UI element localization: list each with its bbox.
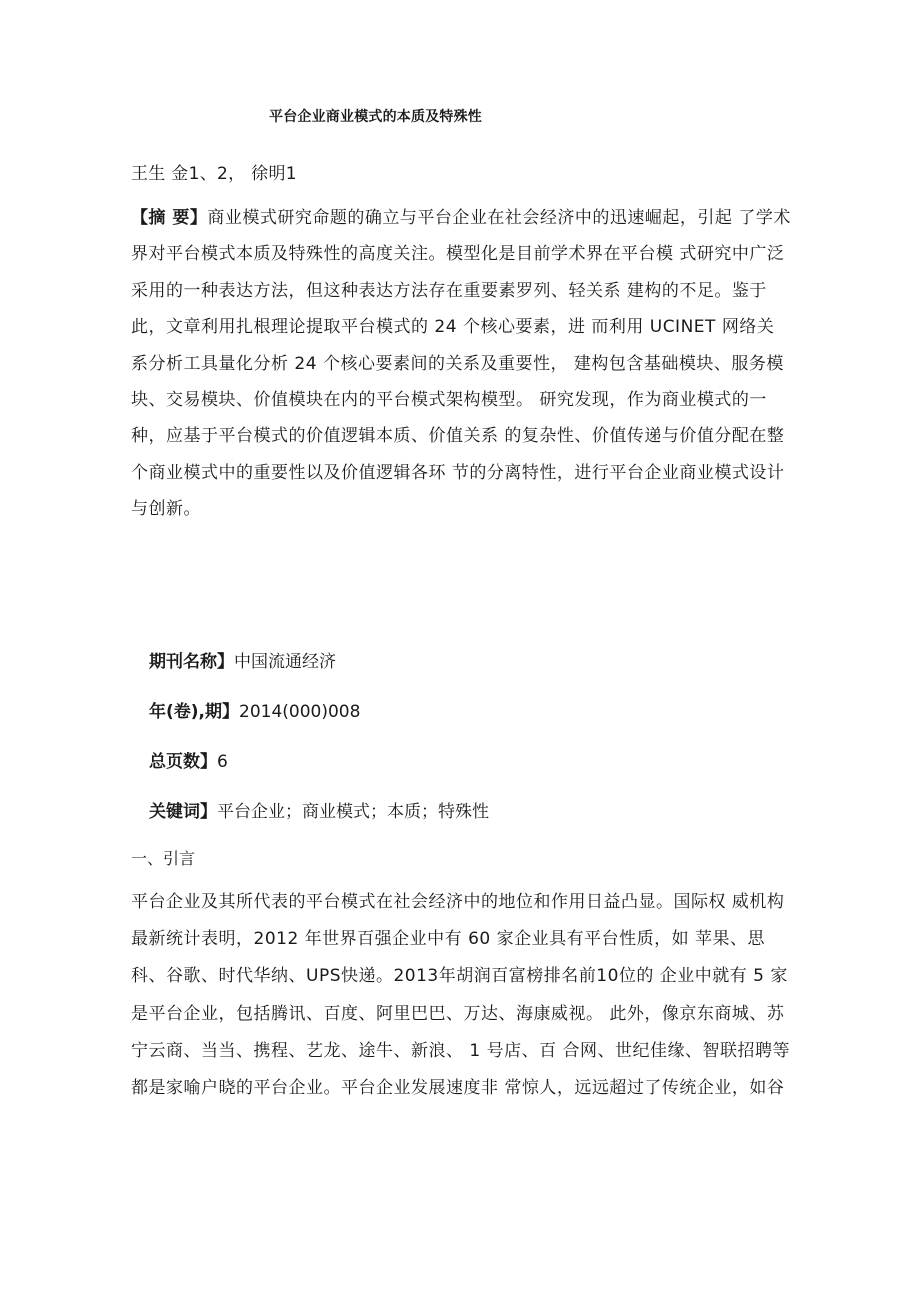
year-volume-issue-value: 2014(000)008 [239, 702, 361, 722]
total-pages-value: 6 [217, 752, 228, 772]
keywords-value: 平台企业；商业模式；本质；特殊性 [217, 802, 489, 822]
total-pages-label: 总页数】 [149, 752, 217, 772]
keywords-field [149, 797, 489, 822]
journal-name-value: 中国流通经济 [234, 652, 336, 672]
journal-name-label: 期刊名称】 [149, 652, 234, 672]
introduction-paragraph: 平台企业及其所代表的平台模式在社会经济中的地位和作用日益凸显。国际权 威机构最新统计表明，2012 年世界百强企业中有 60 家企业具有平台性质，如 苹果、思科、谷歌、时代华纳、UPS快递。2013年胡润百富榜排名前10位的 企业中就有 5 家是平台企业，包括腾讯、百度、阿里巴巴、万达、海康威视。 此外，像京东商城、苏宁云商、当当、携程、艺龙、途牛、新浪、 1 号店、百 合网、世纪佳缘、智联招聘等都是家喻户晓的平台企业。平台企业发展速度非 常惊人，远远超过了传统企业，如谷 [131, 892, 791, 1099]
abstract-paragraph [131, 200, 791, 528]
journal-name-field [149, 647, 336, 672]
keywords-label: 关键词】 [149, 802, 217, 822]
year-volume-issue-label: 年(卷),期】 [149, 702, 239, 722]
year-volume-issue-field [149, 697, 360, 722]
abstract-label: 【摘 要】 [131, 208, 208, 228]
section-heading: 一、引言 [131, 849, 196, 868]
abstract-text: 商业模式研究命题的确立与平台企业在社会经济中的迅速崛起，引起 了学术界对平台模式本质及特殊性的高度关注。模型化是目前学术界在平台模 式研究中广泛采用的一种表达方法，但这种表达方法存在重要素罗列、轻关系 建构的不足。鉴于此，文章利用扎根理论提取平台模式的 24 个核心要素，进 而利用 UCINET 网络关系分析工具量化分析 24 个核心要素间的关系及重要性， 建构包含基础模块、服务模块、交易模块、价值模块在内的平台模式架构模型。 研究发现，作为商业模式的一种，应基于平台模式的价值逻辑本质、价值关系 的复杂性、价值传递与价值分配在整个商业模式中的重要性以及价值逻辑各环 节的分离特性，进行平台企业商业模式设计与创新。 [131, 208, 791, 520]
author-line: 王生 金1、2， 徐明1 [131, 164, 297, 184]
document-title: 平台企业商业模式的本质及特殊性 [269, 109, 482, 125]
total-pages-field [149, 747, 228, 772]
